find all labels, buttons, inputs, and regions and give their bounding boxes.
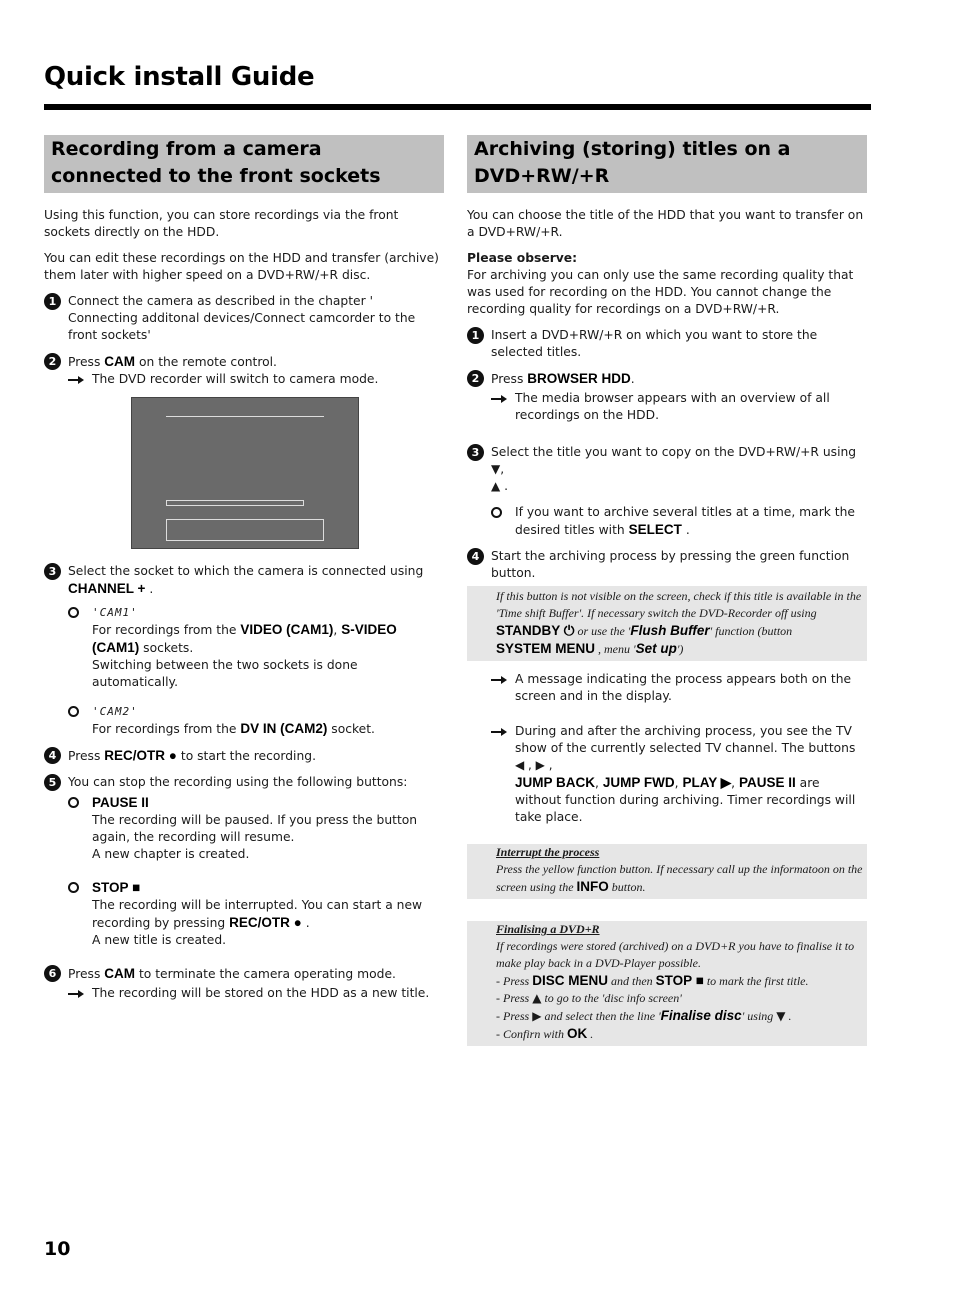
step-text: , <box>500 462 505 476</box>
up-arrow-icon: ▲ <box>491 479 501 493</box>
option-text: For recordings from the <box>92 623 237 637</box>
option-text: The recording will be interrupted. You can start a new recording by pressing <box>92 898 423 930</box>
step-number: 4 <box>44 747 61 764</box>
key-label: SELECT <box>628 522 682 537</box>
down-arrow-icon: ▼ <box>491 462 501 476</box>
interrupt-note <box>467 844 867 899</box>
option-cam2 <box>44 703 444 738</box>
step-text: Press <box>68 749 101 763</box>
step-number: 2 <box>467 370 484 387</box>
note-text: - Press <box>496 991 530 1005</box>
step-text: Press <box>491 372 524 386</box>
step-text: Insert a DVD+RW/+R on which you want to store the selected titles. <box>491 328 818 359</box>
note-heading: Finalising a DVD+R <box>496 922 600 936</box>
intro-paragraph: You can edit these recordings on the HDD and transfer (archive) them later with higher speed on a DVD+RW/+R disc. <box>44 251 439 282</box>
step-2 <box>467 370 867 388</box>
key-label: Finalise disc <box>660 1008 742 1023</box>
note-text: ' using <box>741 1009 774 1023</box>
option-text: , <box>333 623 338 637</box>
key-label: DV IN (CAM2) <box>240 721 328 736</box>
note-heading: Interrupt the process <box>496 845 600 859</box>
note-text: to go to the 'disc info screen' <box>544 991 682 1005</box>
note-text: - Press <box>496 1009 530 1023</box>
step-text: to start the recording. <box>180 749 316 763</box>
step-text: Press <box>68 355 101 369</box>
result-text: , <box>595 776 599 790</box>
result-line <box>44 985 444 1002</box>
step-text: to terminate the camera operating mode. <box>138 967 396 981</box>
key-label: Flush Buffer <box>630 623 710 638</box>
key-label: VIDEO (CAM1) <box>240 622 334 637</box>
option-text: For recordings from the <box>92 722 237 736</box>
key-label: SYSTEM MENU <box>496 641 596 656</box>
screen-header-bar <box>166 408 324 417</box>
step-text: . <box>149 582 154 596</box>
page-number: 10 <box>44 1238 71 1260</box>
step-3 <box>467 444 867 495</box>
key-label: STOP ■ <box>655 973 704 988</box>
key-label: PLAY ▶ <box>682 775 732 790</box>
step-number: 4 <box>467 548 484 565</box>
note-text: , menu ' <box>598 642 636 656</box>
option-text: sockets. <box>143 641 194 655</box>
down-arrow-icon: ▼ <box>776 1009 786 1023</box>
circle-bullet-icon <box>68 797 79 808</box>
step-number: 3 <box>44 563 61 580</box>
step-number: 1 <box>467 327 484 344</box>
step-1 <box>467 327 867 361</box>
step-6 <box>44 965 444 983</box>
step-text: Press <box>68 967 101 981</box>
note-text: and select then the line ' <box>544 1009 661 1023</box>
note-text: button. <box>611 880 646 894</box>
key-label: BROWSER HDD <box>527 371 631 386</box>
left-right-arrow-icons: ◀ , ▶ , <box>515 758 553 772</box>
step-5 <box>44 774 444 791</box>
note-text: or use the ' <box>577 624 631 638</box>
key-label: DISC MENU <box>532 973 608 988</box>
step-text: on the remote control. <box>138 355 277 369</box>
left-column <box>44 135 444 1011</box>
circle-bullet-icon <box>491 507 502 518</box>
note-text: - Press <box>496 974 530 988</box>
note-text: If this button is not visible on the screen, check if this title is available in the 'Time shift Buffer'. If necessary switch the DVD-Recorder off using <box>496 589 862 620</box>
key-label: PAUSE II <box>92 795 149 810</box>
result-line <box>44 371 444 388</box>
step-text: Connect the camera as described in the chapter ' Connecting additonal devices/Connect camcorder to the front sockets' <box>68 294 416 342</box>
observe-title: Please observe: <box>467 251 578 265</box>
note-text: and then <box>610 974 653 988</box>
option-text: If you want to archive several titles at a time, mark the desired titles with <box>515 505 855 537</box>
note-text: . <box>590 1027 594 1041</box>
step-2 <box>44 353 444 371</box>
step-1 <box>44 293 444 344</box>
option-stop <box>44 879 444 949</box>
option-select <box>467 504 867 539</box>
result-text: During and after the archiving process, you see the TV show of the currently selected TV channel. The buttons <box>515 724 856 755</box>
camera-mode-screenshot <box>131 397 359 549</box>
option-text: A new chapter is created. <box>92 847 250 861</box>
option-text: A new title is created. <box>92 933 227 947</box>
result-text: The recording will be stored on the HDD as a new title. <box>92 986 430 1000</box>
note-text: ' function (button <box>709 624 793 638</box>
note-text: . <box>788 1009 792 1023</box>
step-text: Select the socket to which the camera is connected using <box>68 564 424 578</box>
result-line <box>467 390 867 424</box>
step-text: Start the archiving process by pressing the green function button. <box>491 549 850 580</box>
key-label: JUMP FWD <box>602 775 675 790</box>
result-text: are without function during archiving. Timer recordings will take place. <box>515 776 856 824</box>
finalise-note <box>467 921 867 1046</box>
page-title: Quick install Guide <box>44 62 315 92</box>
key-label: STANDBY ⏻ <box>496 623 575 638</box>
section-heading-archiving: Archiving (storing) titles on a DVD+RW/+R <box>467 135 867 193</box>
circle-bullet-icon <box>68 882 79 893</box>
screen-progress-bar <box>166 500 304 506</box>
intro-paragraph: Using this function, you can store recordings via the front sockets directly on the HDD. <box>44 208 399 239</box>
result-text: , <box>674 776 679 790</box>
note-text: If recordings were stored (archived) on a DVD+R you have to finalise it to make play back in a DVD-Player possible. <box>496 939 855 970</box>
option-cam1 <box>44 604 444 691</box>
circle-bullet-icon <box>68 607 79 618</box>
result-text: , <box>731 776 736 790</box>
screen-info-box <box>166 519 324 541</box>
key-label: JUMP BACK <box>515 775 596 790</box>
step-text: You can stop the recording using the following buttons: <box>68 775 408 789</box>
option-text: . <box>685 523 690 537</box>
step-text: . <box>630 372 635 386</box>
key-label: CAM <box>104 354 136 369</box>
option-text: The recording will be paused. If you press the button again, the recording will resume. <box>92 813 418 844</box>
step-text: Select the title you want to copy on the DVD+RW/+R using <box>491 445 857 459</box>
key-label: PAUSE II <box>738 775 796 790</box>
option-text: Switching between the two sockets is done automatically. <box>92 658 358 689</box>
key-label: REC/OTR ● <box>229 915 302 930</box>
observe-text: For archiving you can only use the same recording quality that was used for recording on the HDD. You cannot change the recording quality for recordings on a DVD+RW/+R. <box>467 268 854 316</box>
option-text: socket. <box>331 722 375 736</box>
option-pause <box>44 794 444 863</box>
key-label: S-VIDEO (CAM1) <box>92 622 397 655</box>
step-number: 1 <box>44 293 61 310</box>
lcd-label: 'CAM2' <box>92 705 138 718</box>
result-text: The media browser appears with an overview of all recordings on the HDD. <box>515 391 830 422</box>
up-arrow-icon: ▲ <box>532 991 542 1005</box>
right-column <box>467 135 867 1068</box>
circle-bullet-icon <box>68 706 79 717</box>
section-heading-camera: Recording from a camera connected to the front sockets <box>44 135 444 193</box>
note-text: - Confirn with <box>496 1027 565 1041</box>
note-text: ') <box>676 642 684 656</box>
key-label: CHANNEL + <box>68 581 146 596</box>
intro-paragraph: You can choose the title of the HDD that you want to transfer on a DVD+RW/+R. <box>467 208 864 239</box>
key-label: STOP ■ <box>92 880 141 895</box>
step-3 <box>44 563 444 598</box>
step-number: 6 <box>44 965 61 982</box>
lcd-label: 'CAM1' <box>92 606 138 619</box>
step-number: 3 <box>467 444 484 461</box>
result-text: A message indicating the process appears both on the screen and in the display. <box>515 672 852 703</box>
note-text: to mark the first title. <box>706 974 809 988</box>
step-text: . <box>504 479 509 493</box>
key-label: CAM <box>104 966 136 981</box>
step-4 <box>44 747 444 765</box>
result-line <box>467 671 867 705</box>
step-4 <box>467 548 867 582</box>
right-arrow-icon: ▶ <box>532 1009 542 1023</box>
key-label: OK <box>567 1026 588 1041</box>
result-line <box>467 723 867 826</box>
step-number: 2 <box>44 353 61 370</box>
standby-note <box>467 586 867 661</box>
step-number: 5 <box>44 774 61 791</box>
key-label: Set up <box>635 641 677 656</box>
key-label: REC/OTR ● <box>104 748 177 763</box>
option-text: . <box>305 916 310 930</box>
title-rule <box>44 104 871 110</box>
key-label: INFO <box>576 879 609 894</box>
result-text: The DVD recorder will switch to camera mode. <box>92 372 379 386</box>
note-text: Press the yellow function button. If necessary call up the informatoon on the screen using the <box>496 862 863 894</box>
